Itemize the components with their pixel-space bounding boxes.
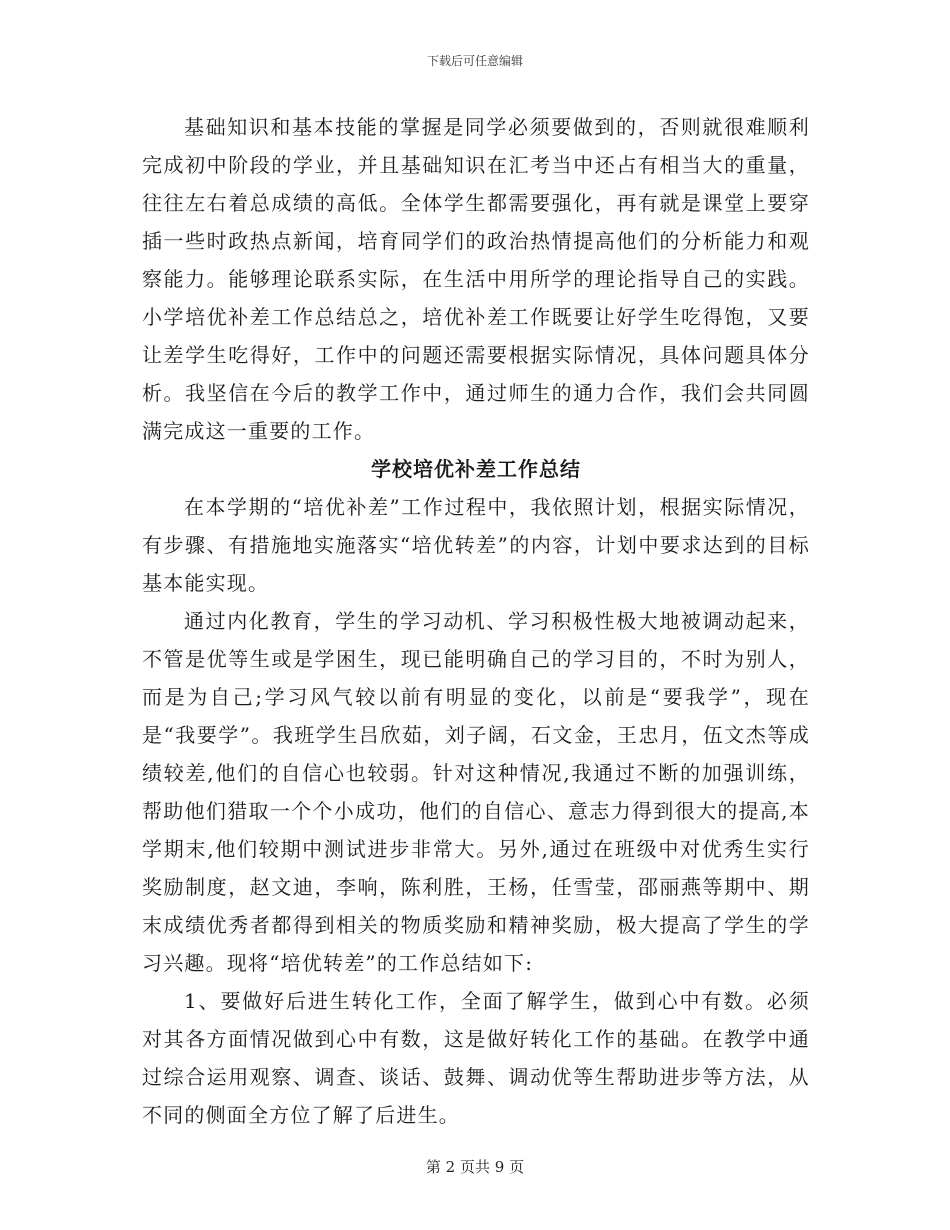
paragraph-2: 在本学期的“培优补差”工作过程中，我依照计划，根据实际情况，有步骤、有措施地实施落实“培优转差”的内容，计划中要求达到的目标基本能实现。 — [142, 495, 810, 595]
section-title: 学校培优补差工作总结 — [371, 457, 581, 481]
paragraph-1: 基础知识和基本技能的掌握是同学必须要做到的，否则就很难顺利完成初中阶段的学业，并且基础知识在汇考当中还占有相当大的重量，往往左右着总成绩的高低。全体学生都需要强化，再有就是课堂上要穿插一些时政热点新闻，培育同学们的政治热情提高他们的分析能力和观察能力。能够理论联系实际，在生活中用所学的理论指导自己的实践。小学培优补差工作总结总之，培优补差工作既要让好学生吃得饱，又要让差学生吃得好，工作中的问题还需要根据实际情况，具体问题具体分析。我坚信在今后的教学工作中，通过师生的通力合作，我们会共同圆满完成这一重要的工作。 — [142, 115, 810, 443]
page-footer: 第 2 页共 9 页 — [425, 1158, 525, 1176]
paragraph-3: 通过内化教育，学生的学习动机、学习积极性极大地被调动起来，不管是优等生或是学困生，现已能明确自己的学习目的，不时为别人，而是为自己;学习风气较以前有明显的变化，以前是“要我学”，现在是“我要学”。我班学生吕欣茹，刘子阔，石文金，王忠月，伍文杰等成绩较差,他们的自信心也较弱。针对这种情况,我通过不断的加强训练，帮助他们猎取一个个小成功，他们的自信心、意志力得到很大的提高,本学期末,他们较期中测试进步非常大。另外,通过在班级中对优秀生实行奖励制度，赵文迪，李响，陈利胜，王杨，任雪莹，邵丽燕等期中、期末成绩优秀者都得到相关的物质奖励和精神奖励，极大提高了学生的学习兴趣。现将“培优转差”的工作总结如下: — [142, 609, 810, 975]
document-body — [142, 108, 810, 1134]
paragraph-4: 1、要做好后进生转化工作，全面了解学生，做到心中有数。必须对其各方面情况做到心中有数，这是做好转化工作的基础。在教学中通过综合运用观察、调查、谈话、鼓舞、调动优等生帮助进步等方法，从不同的侧面全方位了解了后进生。 — [142, 989, 810, 1127]
page-header: 下载后可任意编辑 — [426, 54, 523, 68]
